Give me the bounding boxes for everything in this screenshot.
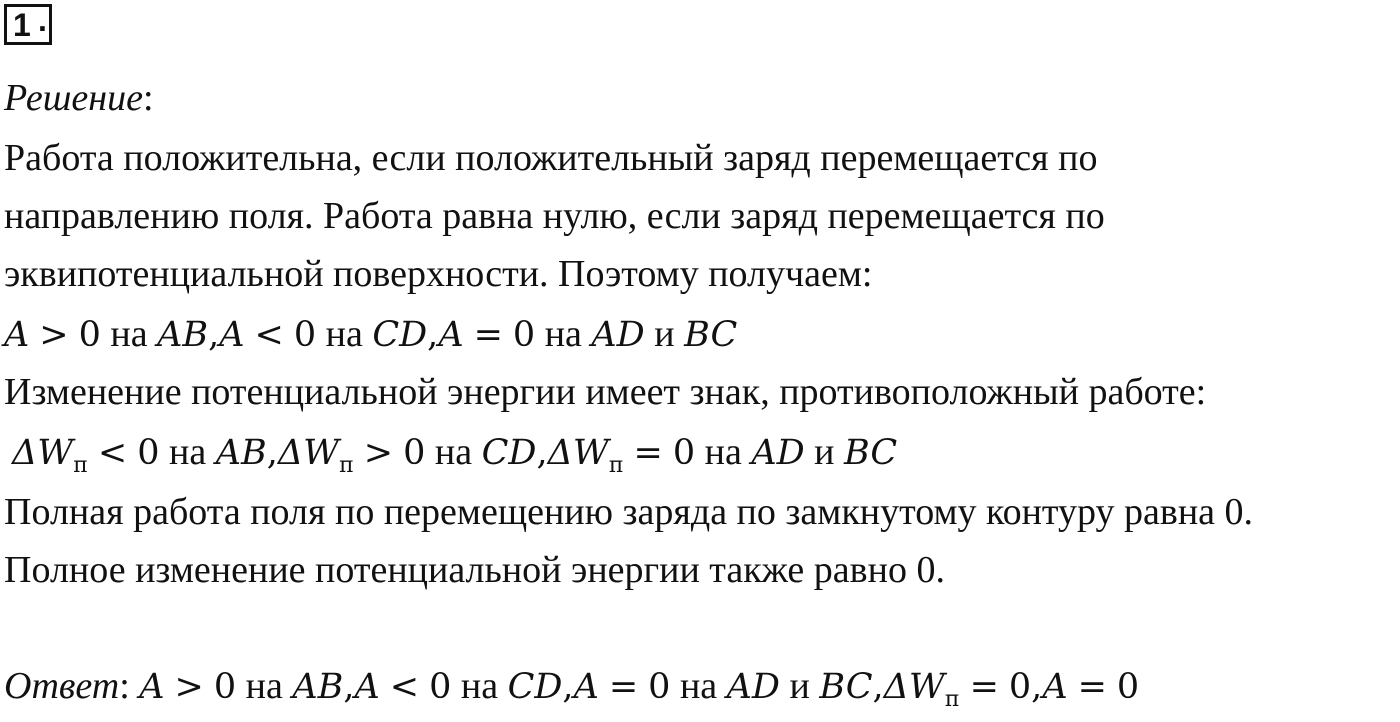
total-energy-statement: Полное изменение потенциальной энергии также равно 0. bbox=[4, 549, 945, 591]
problem-number-dot: . bbox=[38, 2, 47, 38]
paragraph-line-3: эквипотенциальной поверхности. Поэтому получаем: bbox=[4, 253, 873, 295]
closed-loop-statement: Полная работа поля по перемещению заряда по замкнутому контуру равна 0. bbox=[4, 491, 1254, 533]
problem-number: 1 bbox=[13, 7, 31, 43]
work-sign-formula: A > 0 на AB,A < 0 на CD,A = 0 на AD и BC bbox=[4, 313, 738, 355]
answer-label: Ответ bbox=[4, 665, 120, 707]
energy-sign-statement: Изменение потенциальной энергии имеет знак, противоположный работе: bbox=[4, 371, 1207, 413]
paragraph-line-2: направлению поля. Работа равна нулю, если заряд перемещается по bbox=[4, 195, 1105, 237]
energy-sign-formula: $\Delta W_п < 0$ на $AB,\Delta W_п > 0$ на $CD,\Delta W_п = 0$ на AD и BC bbox=[12, 431, 898, 478]
solution-label: Решение bbox=[4, 77, 143, 119]
solution-heading: Решение: bbox=[4, 77, 154, 119]
answer-line: Ответ: A > 0 на AB,A < 0 на CD,A = 0 на AD и $BC,\Delta W_п = 0,A = 0$ bbox=[4, 665, 1140, 712]
paragraph-line-1: Работа положительна, если положительный заряд перемещается по bbox=[4, 137, 1098, 179]
